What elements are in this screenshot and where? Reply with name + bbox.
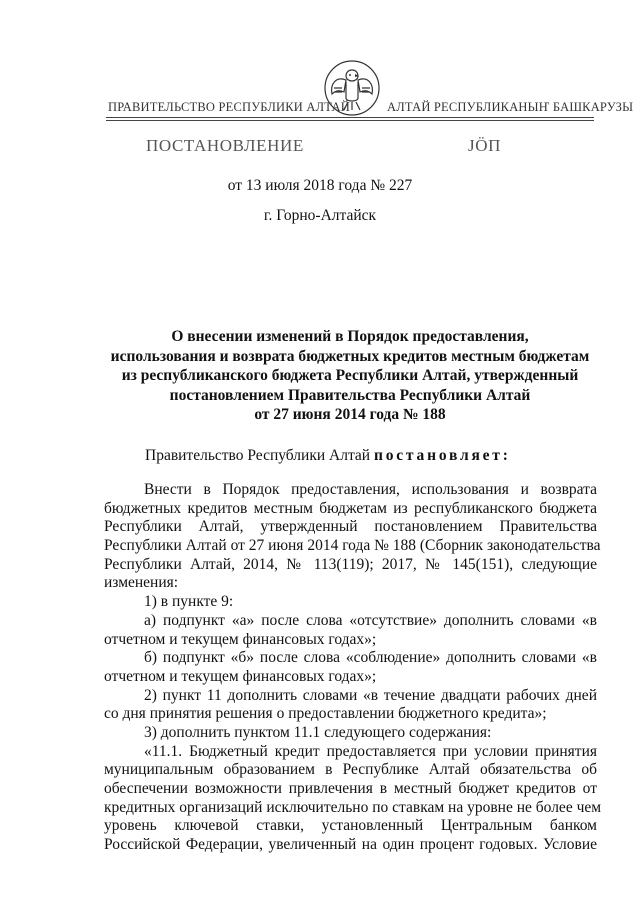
- body-text-line: б) подпункт «б» после слова «соблюдение» дополнить словами «в: [144, 649, 597, 667]
- title-line: использования и возврата бюджетных кредитов местным бюджетам: [110, 347, 590, 365]
- org-name-altai: АЛТАЙ РЕСПУБЛИКАНЫҤ БАШКАРУЗЫ: [387, 100, 634, 114]
- doc-type-russian: ПОСТАНОВЛЕНИЕ: [146, 136, 304, 155]
- body-text-line: а) подпункт «а» после слова «отсутствие» дополнить словами «в: [144, 611, 597, 629]
- title-line: от 27 июня 2014 года № 188: [254, 406, 446, 423]
- document-body: [104, 481, 602, 855]
- document-title: [100, 327, 600, 425]
- header-divider-bottom: [106, 120, 594, 121]
- document-city: г. Горно-Алтайск: [263, 207, 377, 224]
- resolution-verb: постановляет:: [373, 447, 511, 464]
- body-text-line: муниципальным образованием в Республике Алтай обязательства об: [104, 761, 597, 779]
- body-text-line: 2) пункт 11 дополнить словами «в течение двадцати рабочих дней: [144, 686, 597, 704]
- title-line: постановлением Правительства Республики Алтай: [169, 386, 531, 404]
- resolution-subject: Правительство Республики Алтай: [145, 447, 371, 464]
- body-text-line: «11.1. Бюджетный кредит предоставляется при условии принятия: [144, 742, 597, 760]
- body-text-line: отчетном и текущем финансовых годах»;: [104, 630, 377, 648]
- body-text-line: Республики Алтай, 2014, № 113(119); 2017, № 145(151), следующие: [104, 555, 597, 573]
- header-divider-top: [106, 117, 594, 118]
- body-text-line: Республики Алтай, утвержденный постановлением Правительства: [104, 518, 597, 536]
- document-date-number: от 13 июля 2018 года № 227: [227, 177, 413, 194]
- body-text-line: кредитных организаций исключительно по ставкам на уровне не более чем: [104, 798, 602, 816]
- org-name-russian: ПРАВИТЕЛЬСТВО РЕСПУБЛИКИ АЛТАЙ: [108, 100, 350, 114]
- body-text-line: Республики Алтай от 27 июня 2014 года № 188 (Сборник законодательства: [104, 537, 601, 555]
- body-text-line: обеспечении возможности привлечения в местный бюджет кредитов от: [104, 780, 597, 797]
- body-text-line: уровень ключевой ставки, установленный Центральным банком: [104, 817, 597, 835]
- body-text-line: 1) в пункте 9:: [144, 593, 234, 611]
- body-text-line: бюджетных кредитов местным бюджетам из республиканского бюджета: [104, 499, 597, 517]
- doc-type-altai: ЈӦП: [468, 136, 501, 155]
- body-text-line: со дня принятия решения о предоставлении бюджетного кредита»;: [104, 705, 547, 723]
- body-text-line: отчетном и текущем финансовых годах»;: [104, 667, 377, 685]
- title-line: из республиканского бюджета Республики Алтай, утвержденный: [121, 367, 579, 384]
- body-text-line: 3) дополнить пунктом 11.1 следующего содержания:: [144, 723, 492, 741]
- body-text-line: Российской Федерации, увеличенный на один процент годовых. Условие: [104, 836, 597, 854]
- body-text-line: изменения:: [104, 574, 179, 592]
- body-text-line: Внести в Порядок предоставления, использования и возврата: [144, 481, 597, 498]
- title-line: О внесении изменений в Порядок предоставления,: [171, 328, 529, 345]
- resolution-line: [145, 447, 511, 465]
